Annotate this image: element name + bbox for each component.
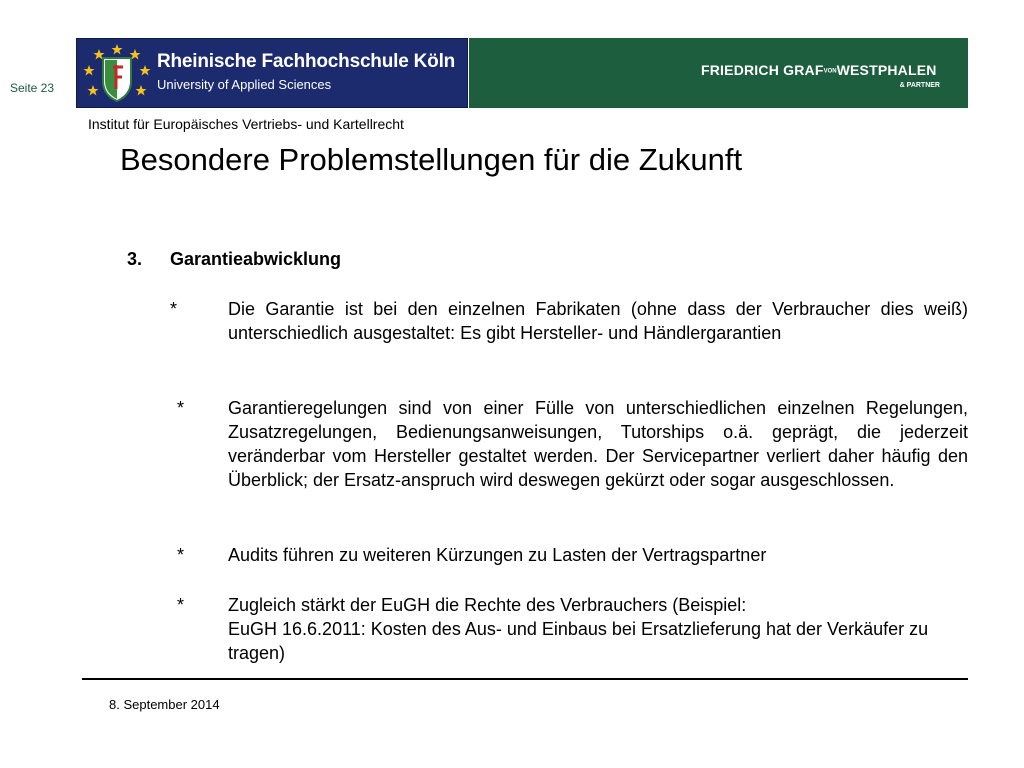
section-title: Garantieabwicklung: [170, 249, 342, 269]
bullet-text: Audits führen zu weiteren Kürzungen zu Lasten der Vertragspartner: [228, 545, 767, 565]
bullet-text: Garantieregelungen sind von einer Fülle von unterschiedlichen einzelnen Regelungen, Zusatzregelungen, Bedienungsanweisungen, Tutorships o.ä. geprägt, die jederzeit veränderbar vom Hersteller gestaltet werden. Der Servicepartner verliert daher häufig den Überblick; der Ersatz-anspruch wird deswegen gekürzt oder sogar ausgeschlossen.: [228, 398, 968, 490]
bullet-item: [120, 593, 968, 665]
bullet-marker: *: [177, 595, 185, 615]
footer-divider: [82, 678, 968, 680]
page-number: Seite 23: [10, 81, 55, 95]
bullet-text-line: Zugleich stärkt der EuGH die Rechte des Verbrauchers (Beispiel:: [228, 595, 747, 615]
law-firm-partner: & PARTNER: [899, 82, 940, 89]
university-crest-icon: [83, 43, 151, 105]
bullet-marker: *: [177, 545, 185, 565]
law-firm-logo-banner: [469, 38, 968, 108]
section-number: 3.: [127, 249, 143, 269]
slide-title: Besondere Problemstellungen für die Zukunft: [120, 142, 743, 177]
bullet-item: [120, 297, 968, 345]
bullet-marker: *: [170, 299, 178, 319]
bullet-marker: *: [177, 398, 185, 418]
university-subtitle: University of Applied Sciences: [157, 77, 332, 92]
bullet-item: [120, 543, 968, 567]
bullet-text: [228, 593, 968, 665]
university-name: Rheinische Fachhochschule Köln: [157, 51, 456, 72]
bullet-text: Die Garantie ist bei den einzelnen Fabrikaten (ohne dass der Verbraucher dies weiß) unterschiedlich ausgestaltet: Es gibt Hersteller- und Händlergarantien: [228, 299, 968, 343]
bullet-item: [120, 396, 968, 492]
institute-name: Institut für Europäisches Vertriebs- und Kartellrecht: [88, 116, 404, 132]
university-logo-banner: [76, 38, 468, 108]
footer-date: 8. September 2014: [109, 697, 220, 712]
section-heading: [127, 249, 341, 270]
law-firm-name: FRIEDRICH GRAFVONWESTPHALEN: [701, 62, 937, 78]
bullet-text-line: EuGH 16.6.2011: Kosten des Aus- und Einbaus bei Ersatzlieferung hat der Verkäufer zu tragen): [228, 619, 929, 663]
